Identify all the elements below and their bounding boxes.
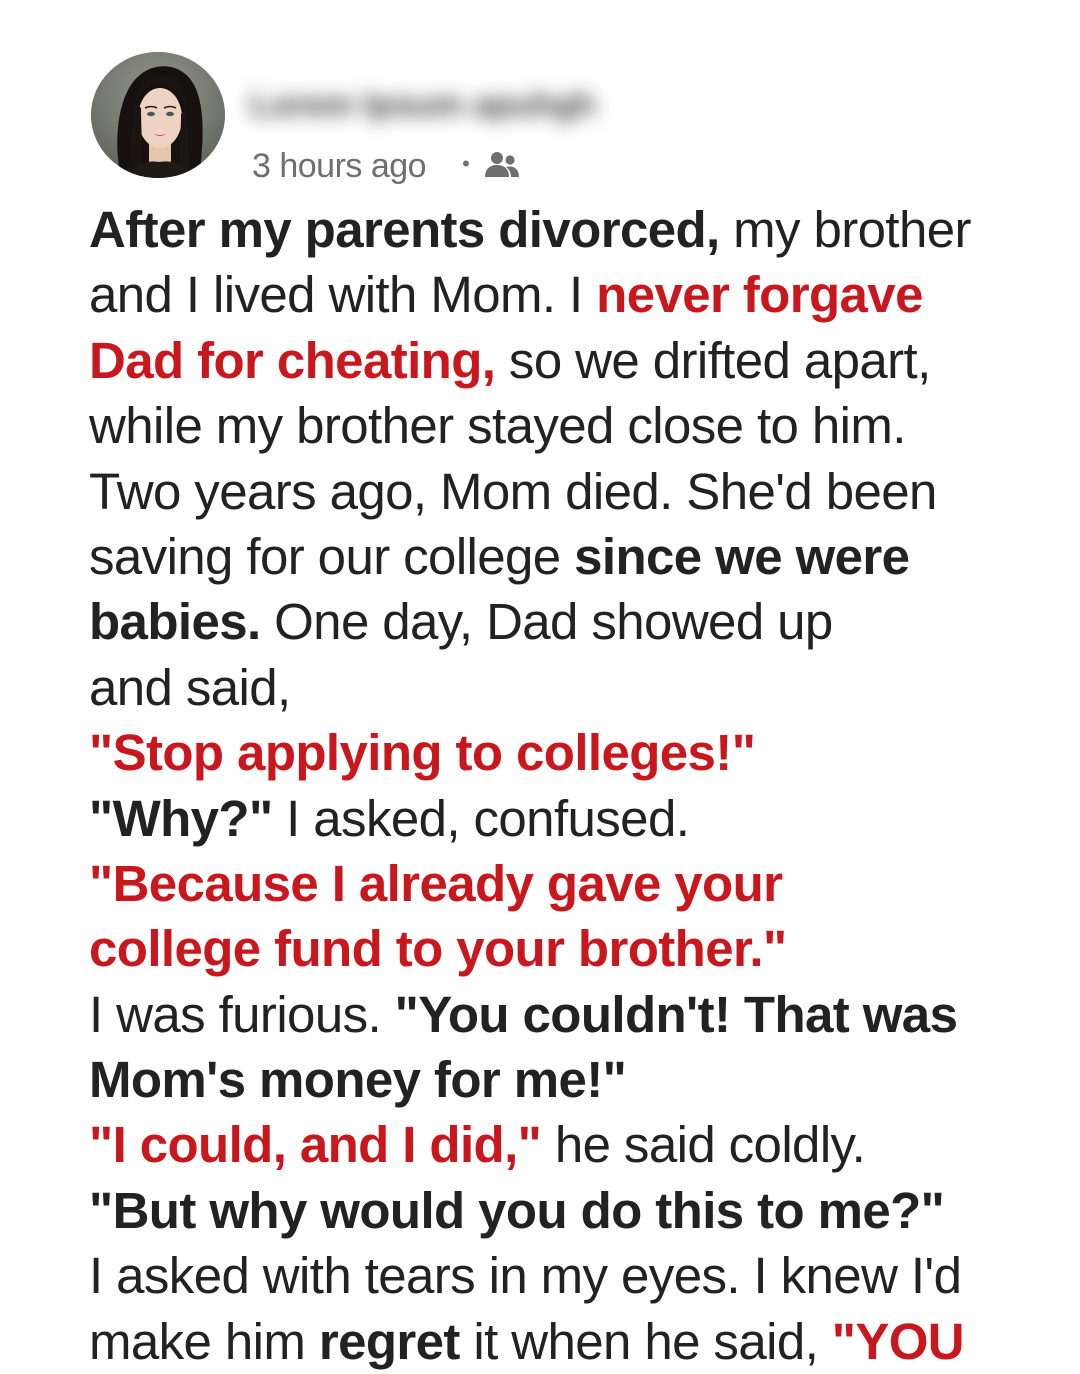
- story-line: [89, 851, 1039, 916]
- story-line: [89, 786, 1039, 851]
- bold-text: regret: [318, 1312, 460, 1370]
- post-header: [0, 0, 1080, 200]
- story-line: [89, 916, 1039, 981]
- author-name[interactable]: Lorem Ipsum apuhgh: [250, 86, 596, 122]
- avatar-photo: [91, 52, 225, 178]
- highlighted-text: college fund to your brother.": [89, 920, 787, 978]
- story-text: I asked, confused.: [272, 789, 690, 847]
- bold-text: "You couldn't! That was: [394, 985, 958, 1043]
- story-text: he said coldly.: [541, 1116, 866, 1174]
- friends-icon[interactable]: [482, 149, 522, 183]
- highlighted-text: Dad for cheating,: [89, 331, 496, 389]
- story-line: [89, 589, 1039, 654]
- story-text: while my brother stayed close to him.: [89, 397, 906, 455]
- bold-text: babies.: [89, 593, 261, 651]
- story-line: [89, 262, 1039, 327]
- post-body: [89, 197, 1039, 1374]
- story-line: [89, 197, 1039, 262]
- story-text: so we drifted apart,: [495, 331, 931, 389]
- highlighted-text: never forgave: [596, 266, 923, 324]
- story-line: [89, 655, 1039, 720]
- post-meta: [252, 146, 522, 186]
- story-text: my brother: [719, 201, 971, 258]
- bold-text: "But why would you do this to me?": [89, 1181, 945, 1239]
- bold-text: After my parents divorced,: [89, 201, 720, 258]
- story-line: [89, 1178, 1039, 1243]
- avatar[interactable]: [91, 52, 225, 178]
- story-line: [89, 328, 1039, 393]
- highlighted-text: "Stop applying to colleges!": [89, 724, 756, 782]
- story-line: [89, 524, 1039, 589]
- story-text: it when he said,: [459, 1312, 832, 1370]
- bold-text: Mom's money for me!": [89, 1051, 627, 1109]
- highlighted-text: "Because I already gave your: [89, 854, 783, 912]
- story-text: make him: [89, 1312, 319, 1370]
- bold-text: "Why?": [89, 789, 273, 847]
- story-line: [89, 1243, 1039, 1308]
- highlighted-text: "YOU: [831, 1312, 965, 1370]
- story-text: and I lived with Mom. I: [89, 266, 597, 324]
- story-text: I asked with tears in my eyes. I knew I'd: [89, 1247, 962, 1305]
- story-text: I was furious.: [89, 985, 395, 1043]
- post-timestamp[interactable]: 3 hours ago: [252, 146, 427, 185]
- story-line: [89, 982, 1039, 1047]
- story-line: [89, 1047, 1039, 1112]
- story-text: saving for our college: [89, 527, 575, 585]
- meta-separator: •: [462, 151, 470, 176]
- highlighted-text: "I could, and I did,": [89, 1116, 542, 1174]
- story-text: and said,: [89, 658, 291, 716]
- story-line: [89, 459, 1039, 524]
- story-line: [89, 1112, 1039, 1177]
- story-line: [89, 393, 1039, 458]
- story-line: [89, 720, 1039, 785]
- bold-text: since we were: [574, 527, 910, 585]
- story-text: One day, Dad showed up: [260, 593, 833, 651]
- story-line: [89, 1309, 1039, 1374]
- story-text: Two years ago, Mom died. She'd been: [89, 462, 937, 520]
